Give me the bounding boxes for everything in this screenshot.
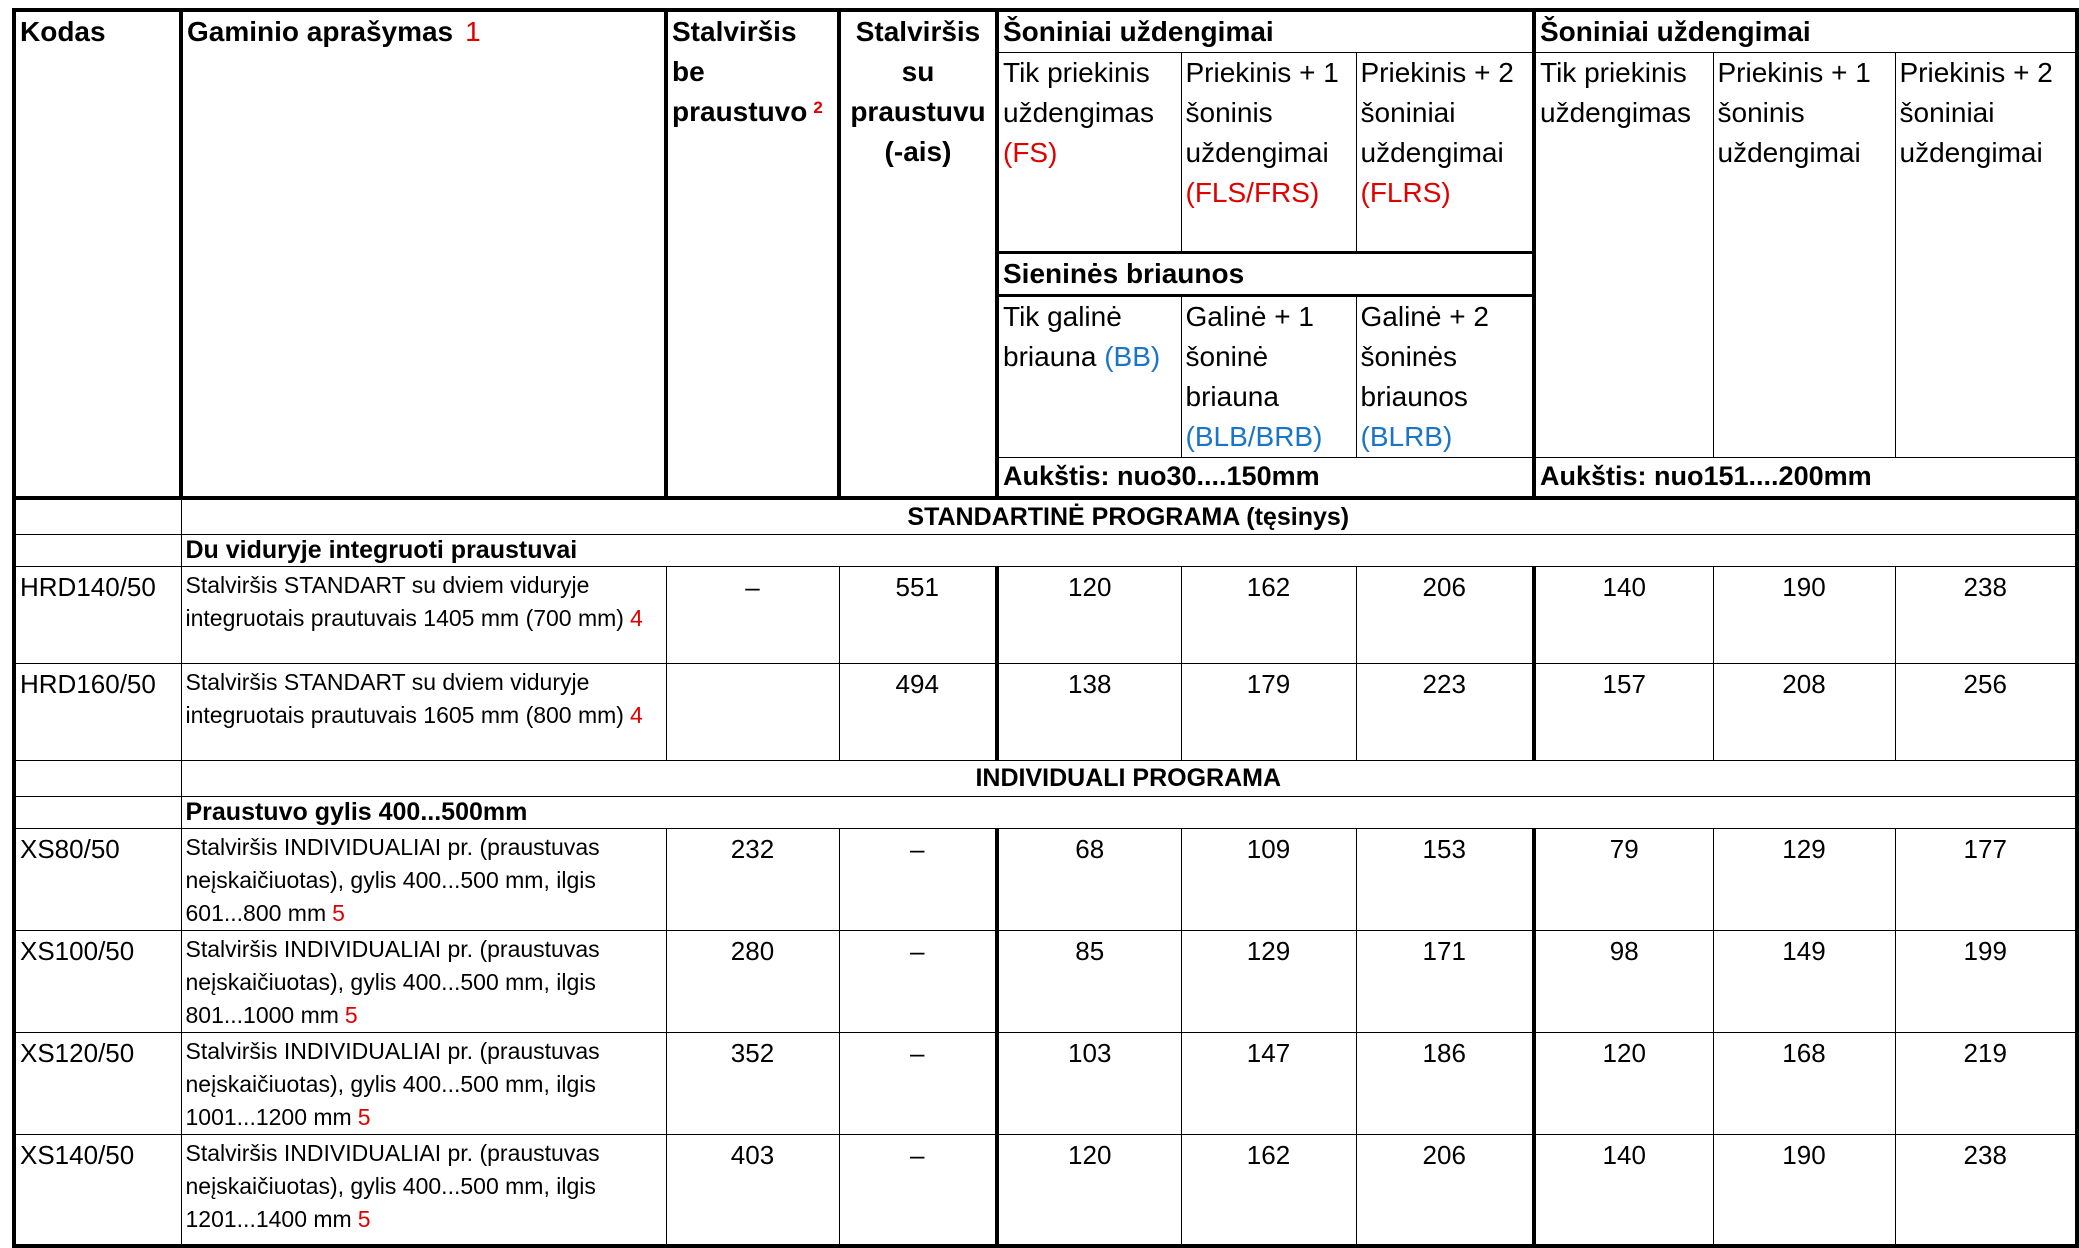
row-code: XS120/50 — [14, 1032, 181, 1134]
header-s-col2-code: (BLB/BRB) — [1185, 421, 1323, 452]
row-description — [181, 663, 666, 760]
row-su-praustuvu: 551 — [839, 566, 997, 663]
table-row — [14, 1134, 2077, 1246]
header-s-col2 — [1181, 296, 1356, 458]
header-s-col3 — [1356, 296, 1534, 458]
row-description-text: Stalviršis INDIVIDUALIAI pr. (praustuvas neįskaičiuotas), gylis 400...500 mm, ilgis 801...1000 mm — [185, 935, 600, 1028]
header-row-titles — [14, 10, 2077, 53]
header-g1-col3-text: Priekinis + 2 šoniniai uždengimai — [1360, 57, 1514, 168]
header-s-col1-code: (BB) — [1104, 341, 1161, 372]
header-aukstis2: Aukštis: nuo151....200mm — [1534, 458, 2077, 498]
header-group2-title: Šoniniai uždengimai — [1534, 10, 2077, 53]
row-v5: 190 — [1713, 1134, 1895, 1246]
row-v5: 129 — [1713, 828, 1895, 930]
section-individ-title: INDIVIDUALI PROGRAMA — [181, 760, 2077, 796]
header-aprasymas-text: Gaminio aprašymas — [187, 16, 454, 47]
row-v5: 208 — [1713, 663, 1895, 760]
header-g2-col3: Priekinis + 2 šoniniai uždengimai — [1895, 53, 2077, 458]
row-description-text: Stalviršis STANDART su dviem viduryje integruotais prautuvais 1605 mm (800 mm) — [185, 668, 624, 728]
section-individ-title-row — [14, 760, 2077, 796]
row-v2: 109 — [1181, 828, 1356, 930]
row-v3: 223 — [1356, 663, 1534, 760]
row-v6: 219 — [1895, 1032, 2077, 1134]
header-g1-col1-code: (FS) — [1003, 137, 1058, 168]
row-v1: 120 — [997, 566, 1181, 663]
price-table-sheet — [12, 8, 2075, 1238]
header-aprasymas — [181, 10, 666, 498]
row-v1: 103 — [997, 1032, 1181, 1134]
row-v2: 147 — [1181, 1032, 1356, 1134]
row-su-praustuvu: 494 — [839, 663, 997, 760]
row-v2: 162 — [1181, 1134, 1356, 1246]
header-g1-col2 — [1181, 53, 1356, 253]
row-description — [181, 566, 666, 663]
row-description-text: Stalviršis STANDART su dviem viduryje integruotais prautuvais 1405 mm (700 mm) — [185, 571, 624, 631]
row-description-ref: 4 — [629, 701, 643, 728]
row-description-ref: 5 — [357, 1103, 371, 1130]
row-v6: 238 — [1895, 1134, 2077, 1246]
section-standart-title: STANDARTINĖ PROGRAMA (tęsinys) — [181, 498, 2077, 535]
row-description-text: Stalviršis INDIVIDUALIAI pr. (praustuvas neįskaičiuotas), gylis 400...500 mm, ilgis 601...800 mm — [185, 833, 600, 926]
empty-cell — [14, 498, 181, 535]
row-be-praustuvo — [666, 663, 839, 760]
section-standart-title-row — [14, 498, 2077, 535]
row-code: XS100/50 — [14, 930, 181, 1032]
header-g1-col3 — [1356, 53, 1534, 253]
row-description-ref: 5 — [357, 1205, 371, 1232]
row-be-praustuvo: 232 — [666, 828, 839, 930]
row-v4: 140 — [1534, 1134, 1713, 1246]
row-description — [181, 930, 666, 1032]
header-s-col3-code: (BLRB) — [1360, 421, 1453, 452]
row-description — [181, 828, 666, 930]
header-s-col3-text: Galinė + 2 šoninės briaunos — [1360, 301, 1489, 412]
header-be-praustuvo — [666, 10, 839, 498]
row-description-ref: 4 — [629, 604, 643, 631]
row-v6: 199 — [1895, 930, 2077, 1032]
header-kodas: Kodas — [14, 10, 181, 498]
header-g1-col1-text: Tik priekinis uždengimas — [1003, 57, 1154, 128]
row-v4: 79 — [1534, 828, 1713, 930]
header-g1-col2-code: (FLS/FRS) — [1185, 177, 1320, 208]
row-su-praustuvu: – — [839, 930, 997, 1032]
row-code: HRD140/50 — [14, 566, 181, 663]
header-g1-col3-code: (FLRS) — [1360, 177, 1451, 208]
header-s-col1-text: Tik galinė briauna — [1003, 301, 1122, 372]
row-su-praustuvu: – — [839, 1032, 997, 1134]
header-g2-col2: Priekinis + 1 šoninis uždengimai — [1713, 53, 1895, 458]
row-v5: 168 — [1713, 1032, 1895, 1134]
section-individ-sub-row — [14, 796, 2077, 828]
section-standart-subtitle: Du viduryje integruoti praustuvai — [181, 534, 2077, 566]
row-v1: 68 — [997, 828, 1181, 930]
header-g1-col2-text: Priekinis + 1 šoninis uždengimai — [1185, 57, 1339, 168]
row-code: XS140/50 — [14, 1134, 181, 1246]
row-v4: 140 — [1534, 566, 1713, 663]
table-row — [14, 663, 2077, 760]
row-code: XS80/50 — [14, 828, 181, 930]
header-sienines-title: Sieninės briaunos — [997, 253, 1534, 296]
row-v2: 179 — [1181, 663, 1356, 760]
header-group1-title: Šoniniai uždengimai — [997, 10, 1534, 53]
row-description — [181, 1032, 666, 1134]
row-description-ref: 5 — [344, 1001, 358, 1028]
table-row — [14, 566, 2077, 663]
row-v1: 138 — [997, 663, 1181, 760]
row-v3: 186 — [1356, 1032, 1534, 1134]
row-description-text: Stalviršis INDIVIDUALIAI pr. (praustuvas neįskaičiuotas), gylis 400...500 mm, ilgis 1001...1200 mm — [185, 1037, 600, 1130]
row-su-praustuvu: – — [839, 828, 997, 930]
row-v6: 238 — [1895, 566, 2077, 663]
row-v2: 162 — [1181, 566, 1356, 663]
header-s-col2-text: Galinė + 1 šoninė briauna — [1185, 301, 1314, 412]
row-v3: 206 — [1356, 566, 1534, 663]
row-description — [181, 1134, 666, 1246]
row-v3: 153 — [1356, 828, 1534, 930]
empty-cell — [14, 760, 181, 796]
row-v3: 206 — [1356, 1134, 1534, 1246]
price-table — [12, 8, 2079, 1248]
header-be-praustuvo-text: Stalviršis be praustuvo — [672, 16, 808, 127]
row-v2: 129 — [1181, 930, 1356, 1032]
row-code: HRD160/50 — [14, 663, 181, 760]
section-individ-subtitle: Praustuvo gylis 400...500mm — [181, 796, 2077, 828]
row-be-praustuvo: 403 — [666, 1134, 839, 1246]
row-v5: 149 — [1713, 930, 1895, 1032]
row-be-praustuvo: 280 — [666, 930, 839, 1032]
row-v4: 120 — [1534, 1032, 1713, 1134]
header-be-praustuvo-ref: 2 — [813, 98, 823, 117]
header-g1-col1 — [997, 53, 1181, 253]
row-description-text: Stalviršis INDIVIDUALIAI pr. (praustuvas neįskaičiuotas), gylis 400...500 mm, ilgis 1201...1400 mm — [185, 1139, 600, 1232]
row-su-praustuvu: – — [839, 1134, 997, 1246]
section-standart-sub-row — [14, 534, 2077, 566]
row-v1: 85 — [997, 930, 1181, 1032]
row-v4: 98 — [1534, 930, 1713, 1032]
header-g2-col1: Tik priekinis uždengimas — [1534, 53, 1713, 458]
header-s-col1 — [997, 296, 1181, 458]
table-row — [14, 828, 2077, 930]
header-su-praustuvu: Stalviršis su praustuvu (-ais) — [839, 10, 997, 498]
row-v3: 171 — [1356, 930, 1534, 1032]
header-aprasymas-ref: 1 — [465, 16, 481, 47]
row-v6: 256 — [1895, 663, 2077, 760]
table-row — [14, 1032, 2077, 1134]
row-be-praustuvo: – — [666, 566, 839, 663]
row-v4: 157 — [1534, 663, 1713, 760]
table-row — [14, 930, 2077, 1032]
empty-cell — [14, 796, 181, 828]
header-aukstis1: Aukštis: nuo30....150mm — [997, 458, 1534, 498]
row-v1: 120 — [997, 1134, 1181, 1246]
empty-cell — [14, 534, 181, 566]
row-v5: 190 — [1713, 566, 1895, 663]
row-description-ref: 5 — [332, 899, 345, 926]
row-v6: 177 — [1895, 828, 2077, 930]
row-be-praustuvo: 352 — [666, 1032, 839, 1134]
